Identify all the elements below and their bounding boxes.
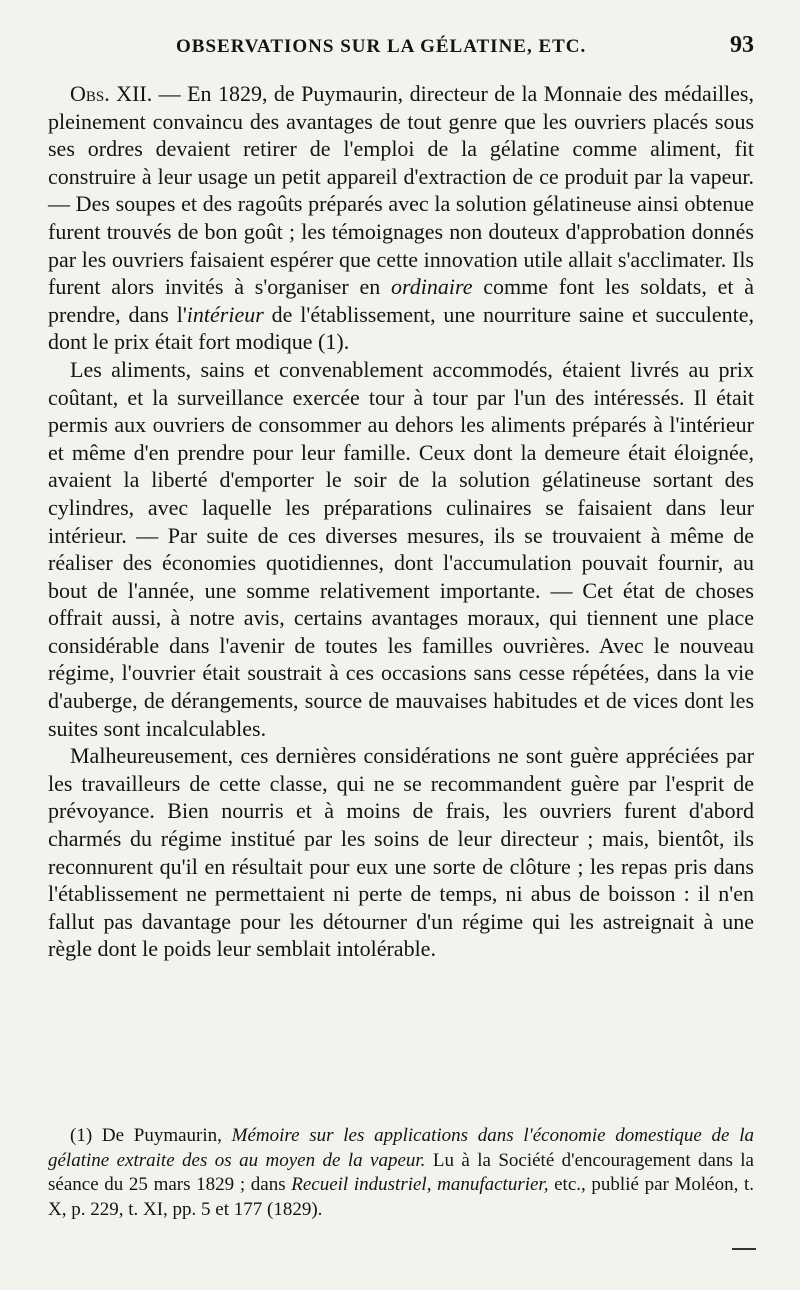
italic-term: intérieur [186,301,264,327]
footnote-1 [48,1124,754,1222]
running-title: OBSERVATIONS SUR LA GÉLATINE, ETC. [176,36,587,57]
paragraph: Malheureusement, ces dernières considérations ne sont guère appréciées par les travailleurs de cette classe, qui ne se recommandent guère par l'esprit de prévoyance. Bien nourris et à moins de frais, les ouvriers furent d'abord charmés du régime institué par les soins de leur directeur ; mais, bientôt, ils reconnurent qu'il en résultait pour eux une sorte de clôture ; les repas pris dans l'établissement ne permettaient ni perte de temps, ni abus de boisson : il n'en fallut pas davantage pour les détourner d'un régime qui les astreignait à une règle dont le poids leur semblait intolérable. [48,743,754,962]
paragraph-text: de l'établissement, une nourriture saine et succulente, dont le prix était fort modique (1). [48,301,754,355]
footnote-title: Mémoire sur les applications dans l'économie domestique de la gélatine extraite des os au moyen de la vapeur. [48,1125,754,1171]
paragraph: Les aliments, sains et convenablement accommodés, étaient livrés au prix coûtant, et la surveillance exercée tour à tour par l'un des intéressés. Il était permis aux ouvriers de consommer au dehors les aliments préparés à l'intérieur et même d'en prendre pour leur famille. Ceux dont la demeure était éloignée, avaient la liberté d'emporter le soir de la solution gélatineuse sortant des cylindres, avec laquelle les préparations culinaires se faisaient dans leur intérieur. — Par suite de ces diverses mesures, ils se trouvaient à même de réaliser des économies quotidiennes, dont l'accumulation pouvait fournir, au bout de l'année, une somme relativement importante. — Cet état de choses offrait aussi, à notre avis, certains avantages moraux, qui tiennent une place considérable dans l'avenir de toutes les familles ouvrières. Avec le nouveau régime, l'ouvrier était soustrait à ces occasions sans cesse répétées, dans la vie d'auberge, de dérangements, source de mauvaises habitudes et de vices dont les suites sont incalculables. [48,356,754,741]
observation-label: Obs. XII. [70,81,153,106]
footnote-text: etc., publié par Moléon, t. X, p. 229, t. XI, pp. 5 et 177 (1829). [48,1174,755,1220]
footnotes [48,1124,754,1222]
footnote-text: Lu à la Société d'encouragement dans la séance du 25 mars 1829 ; dans [48,1149,754,1196]
signature-mark [732,1248,756,1250]
running-head [48,32,754,66]
page-number: 93 [730,32,754,58]
footnote-journal: Recueil industriel, manufacturier, [291,1174,549,1196]
paragraph-text: comme font les soldats, et à prendre, dans l' [48,274,754,327]
body-text [48,80,754,963]
paragraph-text: — En 1829, de Puymaurin, directeur de la Monnaie des médailles, pleinement convaincu des avantages de tout genre que les ouvriers placés sous ses ordres devaient retirer de l'emploi de la gélatine comme aliment, fit construire à leur usage un petit appareil d'extraction de ce produit par la vapeur. — Des soupes et des ragoûts préparés avec la solution gélatineuse ainsi obtenue furent trouvés de bon goût ; les témoignages non douteux d'approbation donnés par les ouvriers faisaient espérer que cette innovation utile allait s'acclimater. Ils furent alors invités à s'organiser en [48,81,754,300]
paragraph-obs-xii [48,80,754,356]
footnote-text: (1) De Puymaurin, [70,1125,232,1146]
italic-term: ordinaire [391,274,473,300]
